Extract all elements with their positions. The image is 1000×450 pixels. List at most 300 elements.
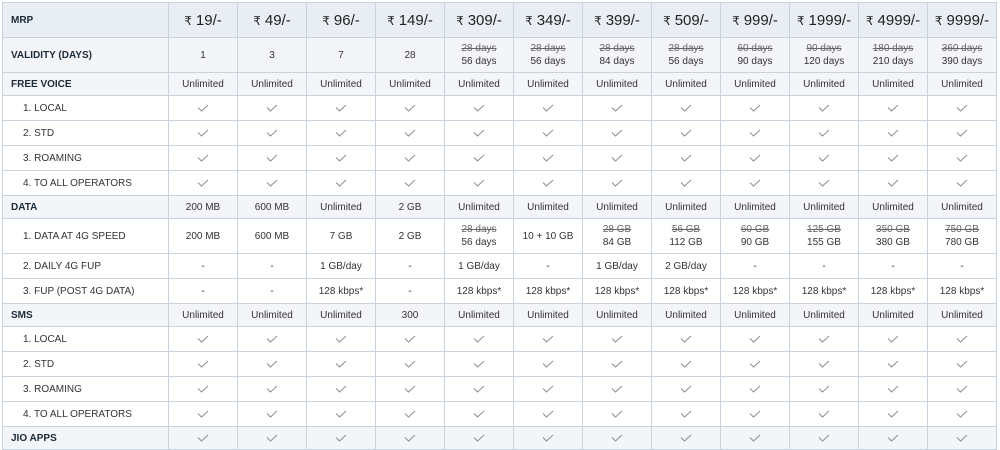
- check-icon: [611, 179, 623, 186]
- table-cell: [790, 377, 859, 402]
- table-cell: [721, 377, 790, 402]
- check-icon: [542, 129, 554, 136]
- new-value: 84 days: [599, 56, 635, 67]
- table-cell: [307, 402, 376, 427]
- tariff-comparison-table: [2, 2, 997, 450]
- price-value: 1999/-: [808, 11, 852, 29]
- table-cell: [859, 402, 928, 427]
- check-icon: [404, 434, 416, 441]
- check-icon: [542, 434, 554, 441]
- row-label: 2. STD: [3, 121, 169, 146]
- table-cell: [928, 352, 997, 377]
- cell-value: 300: [401, 309, 419, 321]
- table-cell: [445, 96, 514, 121]
- table-cell: [169, 96, 238, 121]
- cell-value: -: [960, 260, 964, 272]
- table-cell: [376, 146, 445, 171]
- table-cell: [376, 304, 445, 327]
- table-cell: [238, 427, 307, 450]
- table-cell: [307, 219, 376, 254]
- old-value: 28 days: [461, 224, 497, 235]
- table-cell: [169, 38, 238, 73]
- check-icon: [680, 410, 692, 417]
- table-cell: [790, 402, 859, 427]
- new-value: 56 days: [668, 56, 704, 67]
- check-icon: [956, 434, 968, 441]
- table-cell: [376, 402, 445, 427]
- new-value: 155 GB: [807, 237, 841, 248]
- plan-price: [307, 3, 376, 38]
- cell-value: Unlimited: [665, 78, 707, 90]
- cell-value: Unlimited: [320, 201, 362, 213]
- table-cell: [307, 327, 376, 352]
- table-cell: [169, 304, 238, 327]
- cell-value: 3: [269, 49, 275, 61]
- table-cell: [721, 327, 790, 352]
- table-cell: [445, 171, 514, 196]
- check-icon: [473, 335, 485, 342]
- rupee-symbol: ₹: [865, 13, 874, 28]
- table-cell: [514, 304, 583, 327]
- table-cell: [859, 427, 928, 450]
- cell-value: 128 kbps*: [732, 285, 778, 297]
- table-cell: [307, 146, 376, 171]
- table-cell: [790, 121, 859, 146]
- table-cell: [583, 254, 652, 279]
- cell-value: Unlimited: [182, 309, 224, 321]
- check-icon: [956, 104, 968, 111]
- row-label: 1. LOCAL: [3, 327, 169, 352]
- row-label: 2. STD: [3, 352, 169, 377]
- check-icon: [473, 410, 485, 417]
- check-icon: [197, 179, 209, 186]
- check-icon: [749, 179, 761, 186]
- table-row: [3, 377, 997, 402]
- cell-value: 7 GB: [329, 230, 353, 242]
- table-cell: [721, 196, 790, 219]
- table-row: [3, 3, 997, 38]
- check-icon: [266, 385, 278, 392]
- cell-value: 10 + 10 GB: [522, 230, 574, 242]
- check-icon: [335, 179, 347, 186]
- old-value: 28 GB: [602, 224, 632, 235]
- table-row: [3, 427, 997, 450]
- table-cell: [721, 171, 790, 196]
- price-value: 309/-: [467, 11, 502, 29]
- cell-value: Unlimited: [596, 309, 638, 321]
- check-icon: [404, 104, 416, 111]
- check-icon: [956, 179, 968, 186]
- cell-value: 2 GB/day: [665, 260, 707, 272]
- check-icon: [542, 104, 554, 111]
- table-cell: [652, 219, 721, 254]
- table-cell: [790, 171, 859, 196]
- row-label: VALIDITY (DAYS): [3, 38, 169, 73]
- table-cell: [238, 327, 307, 352]
- old-value: 28 days: [668, 43, 704, 54]
- row-label: 1. LOCAL: [3, 96, 169, 121]
- table-cell: [169, 146, 238, 171]
- rupee-symbol: ₹: [456, 13, 464, 28]
- check-icon: [404, 410, 416, 417]
- table-cell: [721, 352, 790, 377]
- rupee-symbol: ₹: [322, 13, 330, 28]
- table-cell: [928, 196, 997, 219]
- cell-value: Unlimited: [527, 201, 569, 213]
- table-cell: [307, 304, 376, 327]
- old-value: 90 days: [806, 43, 842, 54]
- check-icon: [956, 385, 968, 392]
- rupee-symbol: ₹: [934, 13, 943, 28]
- check-icon: [404, 385, 416, 392]
- cell-value: 128 kbps*: [318, 285, 364, 297]
- rupee-symbol: ₹: [387, 13, 395, 28]
- check-icon: [818, 154, 830, 161]
- table-cell: [514, 196, 583, 219]
- check-icon: [542, 360, 554, 367]
- cell-value: 600 MB: [254, 201, 290, 213]
- cell-value: 2 GB: [398, 230, 422, 242]
- check-icon: [887, 434, 899, 441]
- table-cell: [238, 219, 307, 254]
- table-row: [3, 402, 997, 427]
- cell-value: -: [270, 285, 274, 297]
- check-icon: [749, 360, 761, 367]
- table-cell: [583, 73, 652, 96]
- table-cell: [514, 38, 583, 73]
- cell-value: Unlimited: [803, 309, 845, 321]
- plan-price: [445, 3, 514, 38]
- check-icon: [266, 335, 278, 342]
- check-icon: [956, 410, 968, 417]
- table-cell: [238, 73, 307, 96]
- check-icon: [404, 129, 416, 136]
- check-icon: [335, 385, 347, 392]
- cell-value: Unlimited: [527, 78, 569, 90]
- check-icon: [404, 360, 416, 367]
- check-icon: [335, 129, 347, 136]
- table-cell: [376, 427, 445, 450]
- check-icon: [956, 360, 968, 367]
- price-value: 349/-: [536, 11, 571, 29]
- check-icon: [887, 335, 899, 342]
- check-icon: [611, 154, 623, 161]
- check-icon: [680, 335, 692, 342]
- check-icon: [887, 179, 899, 186]
- table-cell: [652, 38, 721, 73]
- cell-value: 2 GB: [398, 201, 422, 213]
- table-cell: [721, 219, 790, 254]
- cell-value: Unlimited: [458, 78, 500, 90]
- table-cell: [238, 377, 307, 402]
- table-cell: [928, 304, 997, 327]
- price-value: 49/-: [264, 11, 291, 29]
- check-icon: [335, 104, 347, 111]
- table-cell: [238, 279, 307, 304]
- plan-price: [721, 3, 790, 38]
- table-cell: [790, 304, 859, 327]
- table-cell: [721, 304, 790, 327]
- table-cell: [721, 254, 790, 279]
- check-icon: [542, 410, 554, 417]
- table-cell: [238, 146, 307, 171]
- price-value: 399/-: [605, 11, 640, 29]
- check-icon: [473, 360, 485, 367]
- table-cell: [376, 121, 445, 146]
- table-cell: [238, 171, 307, 196]
- table-cell: [790, 279, 859, 304]
- check-icon: [818, 335, 830, 342]
- check-icon: [818, 410, 830, 417]
- row-label: MRP: [3, 3, 169, 38]
- new-value: 112 GB: [669, 237, 703, 248]
- table-cell: [376, 196, 445, 219]
- table-row: [3, 254, 997, 279]
- check-icon: [956, 335, 968, 342]
- table-cell: [790, 73, 859, 96]
- table-cell: [583, 304, 652, 327]
- cell-value: 200 MB: [185, 201, 221, 213]
- cell-value: Unlimited: [182, 78, 224, 90]
- check-icon: [266, 154, 278, 161]
- price-value: 9999/-: [946, 11, 990, 29]
- table-cell: [652, 427, 721, 450]
- cell-value: Unlimited: [665, 201, 707, 213]
- cell-value: 7: [338, 49, 344, 61]
- check-icon: [404, 335, 416, 342]
- new-value: 56 days: [461, 237, 497, 248]
- cell-value: Unlimited: [389, 78, 431, 90]
- plan-price: [652, 3, 721, 38]
- check-icon: [266, 104, 278, 111]
- table-cell: [169, 219, 238, 254]
- table-cell: [445, 121, 514, 146]
- price-value: 999/-: [743, 11, 778, 29]
- plan-price: [583, 3, 652, 38]
- check-icon: [473, 179, 485, 186]
- plan-price: [790, 3, 859, 38]
- table-row: [3, 279, 997, 304]
- table-cell: [790, 38, 859, 73]
- table-cell: [859, 96, 928, 121]
- check-icon: [197, 129, 209, 136]
- table-cell: [169, 352, 238, 377]
- table-cell: [376, 38, 445, 73]
- check-icon: [749, 385, 761, 392]
- table-cell: [859, 279, 928, 304]
- table-cell: [721, 427, 790, 450]
- table-cell: [652, 196, 721, 219]
- cell-value: Unlimited: [320, 309, 362, 321]
- table-cell: [445, 279, 514, 304]
- check-icon: [197, 104, 209, 111]
- rupee-symbol: ₹: [663, 13, 671, 28]
- table-cell: [445, 219, 514, 254]
- cell-value: Unlimited: [734, 201, 776, 213]
- plan-price: [238, 3, 307, 38]
- table-cell: [928, 96, 997, 121]
- cell-value: 128 kbps*: [456, 285, 502, 297]
- check-icon: [818, 104, 830, 111]
- cell-value: Unlimited: [458, 309, 500, 321]
- check-icon: [680, 179, 692, 186]
- cell-value: -: [201, 260, 205, 272]
- check-icon: [887, 104, 899, 111]
- check-icon: [611, 410, 623, 417]
- table-cell: [307, 121, 376, 146]
- table-cell: [583, 327, 652, 352]
- check-icon: [611, 104, 623, 111]
- table-row: [3, 146, 997, 171]
- table-cell: [652, 121, 721, 146]
- check-icon: [611, 434, 623, 441]
- cell-value: Unlimited: [734, 309, 776, 321]
- cell-value: 128 kbps*: [594, 285, 640, 297]
- old-value: 125 GB: [807, 224, 841, 235]
- table-cell: [583, 38, 652, 73]
- table-cell: [169, 171, 238, 196]
- table-cell: [307, 377, 376, 402]
- check-icon: [749, 129, 761, 136]
- check-icon: [473, 129, 485, 136]
- table-cell: [928, 427, 997, 450]
- table-cell: [376, 73, 445, 96]
- table-cell: [859, 304, 928, 327]
- cell-value: 1: [200, 49, 206, 61]
- table-cell: [376, 96, 445, 121]
- cell-value: -: [270, 260, 274, 272]
- table-cell: [169, 254, 238, 279]
- table-cell: [790, 327, 859, 352]
- rupee-symbol: ₹: [594, 13, 602, 28]
- table-cell: [307, 427, 376, 450]
- cell-value: Unlimited: [596, 201, 638, 213]
- table-cell: [790, 146, 859, 171]
- check-icon: [749, 104, 761, 111]
- cell-value: Unlimited: [734, 78, 776, 90]
- table-cell: [859, 38, 928, 73]
- table-row: [3, 121, 997, 146]
- cell-value: 600 MB: [254, 230, 290, 242]
- table-cell: [652, 377, 721, 402]
- price-value: 509/-: [674, 11, 709, 29]
- check-icon: [680, 104, 692, 111]
- table-cell: [238, 121, 307, 146]
- cell-value: 200 MB: [185, 230, 221, 242]
- row-label: 3. ROAMING: [3, 146, 169, 171]
- table-row: [3, 196, 997, 219]
- table-cell: [376, 327, 445, 352]
- table-cell: [307, 254, 376, 279]
- check-icon: [680, 154, 692, 161]
- check-icon: [818, 179, 830, 186]
- table-cell: [307, 171, 376, 196]
- table-cell: [514, 327, 583, 352]
- price-value: 149/-: [398, 11, 433, 29]
- table-cell: [514, 402, 583, 427]
- table-cell: [721, 146, 790, 171]
- cell-value: Unlimited: [320, 78, 362, 90]
- table-cell: [790, 196, 859, 219]
- cell-value: 128 kbps*: [663, 285, 709, 297]
- check-icon: [749, 410, 761, 417]
- table-cell: [169, 327, 238, 352]
- table-cell: [652, 304, 721, 327]
- row-label: 3. ROAMING: [3, 377, 169, 402]
- table-cell: [928, 327, 997, 352]
- table-cell: [169, 73, 238, 96]
- plan-price: [514, 3, 583, 38]
- table-cell: [445, 327, 514, 352]
- table-cell: [514, 219, 583, 254]
- table-cell: [859, 377, 928, 402]
- row-label: JIO APPS: [3, 427, 169, 450]
- table-cell: [652, 327, 721, 352]
- check-icon: [611, 129, 623, 136]
- plan-price: [376, 3, 445, 38]
- row-label: DATA: [3, 196, 169, 219]
- table-cell: [859, 196, 928, 219]
- table-cell: [583, 196, 652, 219]
- table-cell: [376, 352, 445, 377]
- cell-value: Unlimited: [665, 309, 707, 321]
- cell-value: -: [822, 260, 826, 272]
- new-value: 56 days: [461, 56, 497, 67]
- table-cell: [307, 196, 376, 219]
- table-cell: [376, 279, 445, 304]
- check-icon: [266, 360, 278, 367]
- table-cell: [859, 73, 928, 96]
- cell-value: Unlimited: [251, 78, 293, 90]
- table-cell: [721, 121, 790, 146]
- check-icon: [887, 129, 899, 136]
- table-cell: [721, 279, 790, 304]
- check-icon: [887, 385, 899, 392]
- check-icon: [887, 154, 899, 161]
- cell-value: 1 GB/day: [458, 260, 500, 272]
- rupee-symbol: ₹: [525, 13, 533, 28]
- table-cell: [721, 96, 790, 121]
- table-cell: [721, 402, 790, 427]
- plan-price: [859, 3, 928, 38]
- check-icon: [680, 385, 692, 392]
- check-icon: [266, 434, 278, 441]
- table-cell: [652, 352, 721, 377]
- old-value: 60 days: [737, 43, 773, 54]
- table-row: [3, 219, 997, 254]
- table-cell: [928, 402, 997, 427]
- table-cell: [928, 171, 997, 196]
- table-cell: [376, 254, 445, 279]
- cell-value: 128 kbps*: [870, 285, 916, 297]
- table-cell: [859, 121, 928, 146]
- table-row: [3, 304, 997, 327]
- rupee-symbol: ₹: [732, 13, 740, 28]
- table-cell: [445, 402, 514, 427]
- table-cell: [514, 73, 583, 96]
- table-row: [3, 352, 997, 377]
- cell-value: 128 kbps*: [525, 285, 571, 297]
- table-cell: [859, 327, 928, 352]
- cell-value: 1 GB/day: [596, 260, 638, 272]
- table-cell: [652, 96, 721, 121]
- cell-value: Unlimited: [872, 309, 914, 321]
- table-cell: [859, 352, 928, 377]
- table-cell: [583, 96, 652, 121]
- row-label: SMS: [3, 304, 169, 327]
- row-label: 4. TO ALL OPERATORS: [3, 402, 169, 427]
- table-row: [3, 327, 997, 352]
